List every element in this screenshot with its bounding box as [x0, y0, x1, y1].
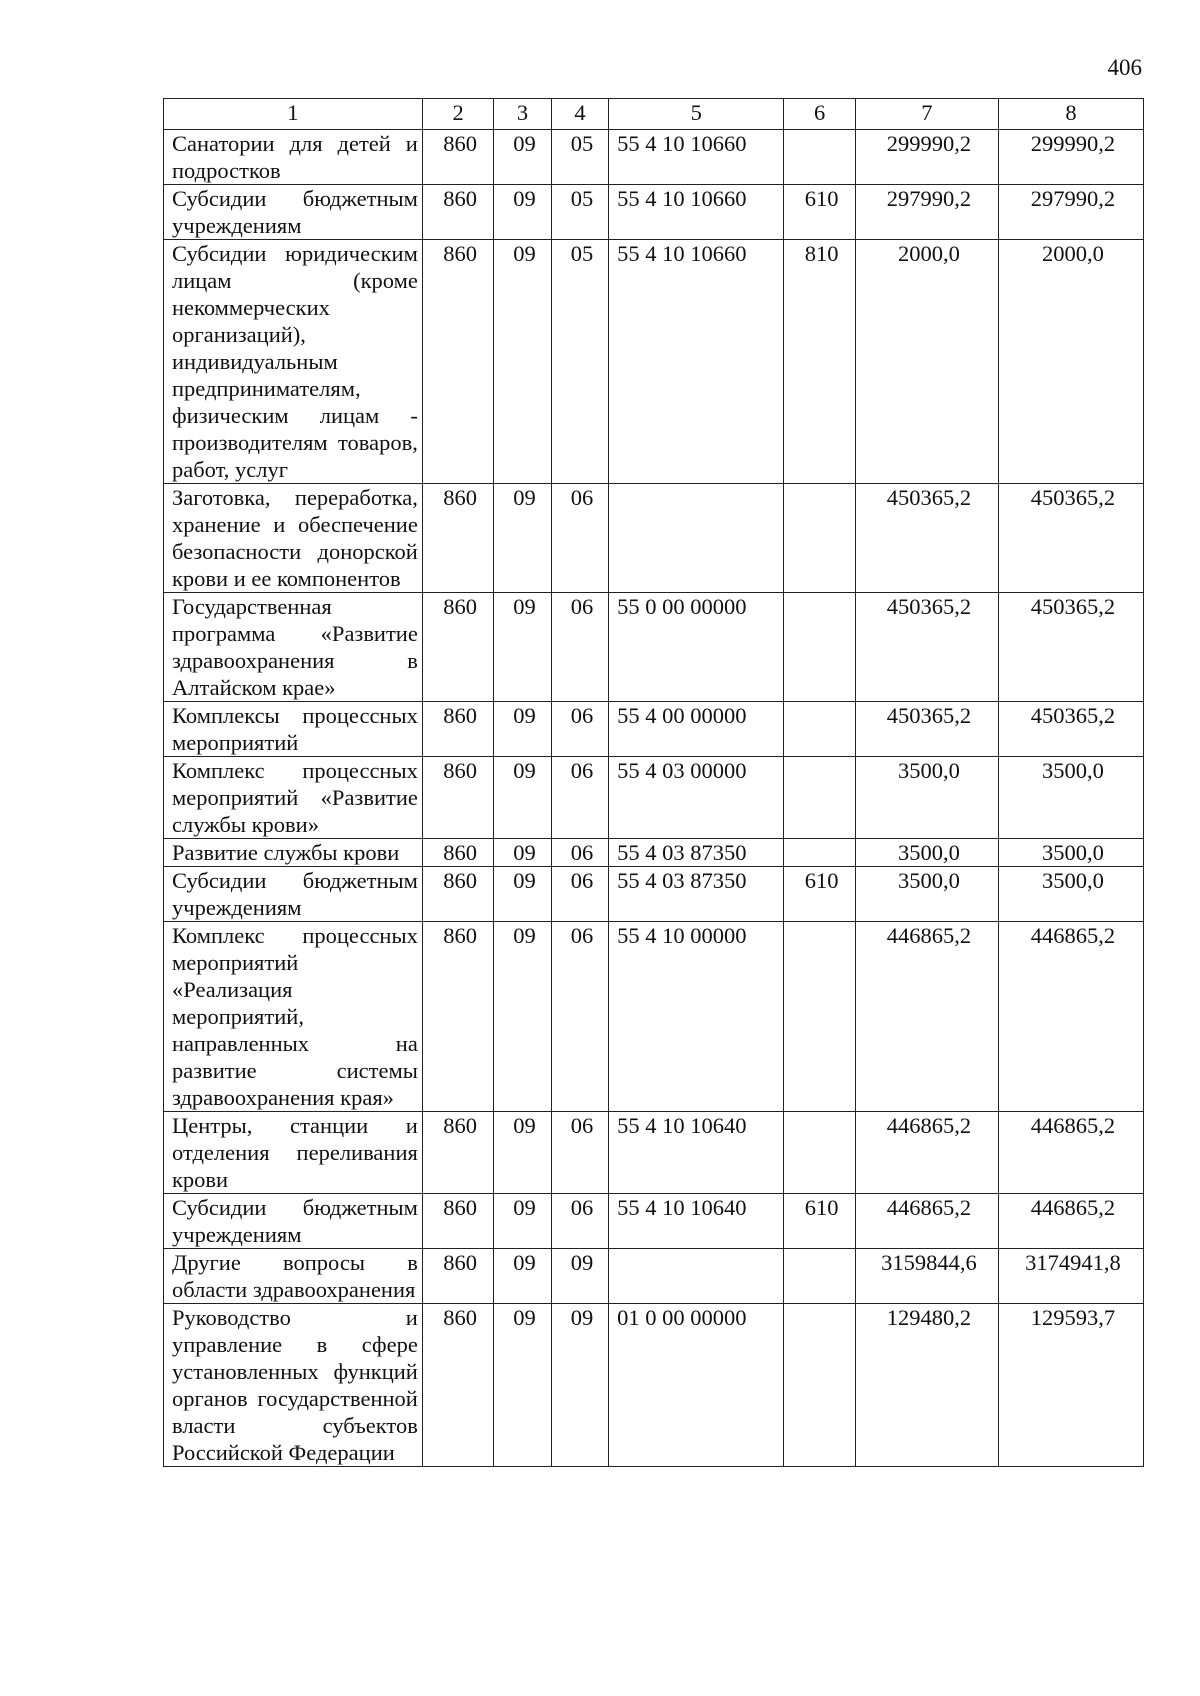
subsection-code-cell: 06	[551, 1194, 608, 1249]
amount-year2-cell: 446865,2	[998, 1194, 1143, 1249]
section-code-cell: 09	[494, 839, 551, 867]
subsection-code-cell: 05	[551, 240, 608, 484]
column-header: 2	[422, 99, 494, 130]
table-row	[164, 757, 1144, 839]
table-row	[164, 185, 1144, 240]
section-code-cell: 09	[494, 757, 551, 839]
table-row	[164, 867, 1144, 922]
amount-year1-cell: 3500,0	[855, 757, 998, 839]
expense-type-cell	[784, 1112, 856, 1194]
section-code-cell: 09	[494, 702, 551, 757]
ministry-code-cell: 860	[422, 1249, 494, 1304]
target-article-cell: 01 0 00 00000	[609, 1304, 784, 1467]
target-article-cell: 55 4 10 10660	[609, 240, 784, 484]
target-article-cell: 55 4 10 10660	[609, 185, 784, 240]
amount-year2-cell: 3500,0	[998, 839, 1143, 867]
column-header: 3	[494, 99, 551, 130]
row-name-cell: Субсидии бюджетным учреждениям	[164, 867, 423, 922]
header-row	[164, 99, 1144, 130]
table-row	[164, 1304, 1144, 1467]
amount-year1-cell: 446865,2	[855, 1194, 998, 1249]
column-header: 1	[164, 99, 423, 130]
section-code-cell: 09	[494, 1194, 551, 1249]
target-article-cell: 55 4 03 00000	[609, 757, 784, 839]
amount-year2-cell: 446865,2	[998, 922, 1143, 1112]
amount-year2-cell: 2000,0	[998, 240, 1143, 484]
table-row	[164, 839, 1144, 867]
ministry-code-cell: 860	[422, 702, 494, 757]
expense-type-cell	[784, 1249, 856, 1304]
row-name-cell: Субсидии бюджетным учреждениям	[164, 185, 423, 240]
amount-year2-cell: 299990,2	[998, 130, 1143, 185]
row-name-cell: Развитие службы крови	[164, 839, 423, 867]
section-code-cell: 09	[494, 130, 551, 185]
column-header: 4	[551, 99, 608, 130]
target-article-cell	[609, 484, 784, 593]
expense-type-cell	[784, 839, 856, 867]
table-row	[164, 130, 1144, 185]
subsection-code-cell: 06	[551, 484, 608, 593]
table-row	[164, 484, 1144, 593]
amount-year2-cell: 450365,2	[998, 702, 1143, 757]
row-name-cell: Комплекс процессных мероприятий «Реализация мероприятий, направленных на развитие системы здравоохранения края»	[164, 922, 423, 1112]
subsection-code-cell: 06	[551, 922, 608, 1112]
amount-year1-cell: 129480,2	[855, 1304, 998, 1467]
target-article-cell: 55 4 10 10640	[609, 1112, 784, 1194]
target-article-cell	[609, 1249, 784, 1304]
amount-year2-cell: 3500,0	[998, 757, 1143, 839]
amount-year1-cell: 297990,2	[855, 185, 998, 240]
subsection-code-cell: 09	[551, 1249, 608, 1304]
row-name-cell: Государственная программа «Развитие здравоохранения в Алтайском крае»	[164, 593, 423, 702]
amount-year1-cell: 3159844,6	[855, 1249, 998, 1304]
section-code-cell: 09	[494, 1304, 551, 1467]
expense-type-cell	[784, 922, 856, 1112]
target-article-cell: 55 4 10 10660	[609, 130, 784, 185]
ministry-code-cell: 860	[422, 593, 494, 702]
section-code-cell: 09	[494, 484, 551, 593]
expense-type-cell	[784, 1304, 856, 1467]
target-article-cell: 55 4 10 10640	[609, 1194, 784, 1249]
expense-type-cell	[784, 484, 856, 593]
amount-year1-cell: 446865,2	[855, 1112, 998, 1194]
amount-year1-cell: 450365,2	[855, 702, 998, 757]
expense-type-cell: 610	[784, 185, 856, 240]
section-code-cell: 09	[494, 593, 551, 702]
subsection-code-cell: 06	[551, 867, 608, 922]
section-code-cell: 09	[494, 1112, 551, 1194]
expense-type-cell: 610	[784, 1194, 856, 1249]
amount-year2-cell: 446865,2	[998, 1112, 1143, 1194]
amount-year2-cell: 3174941,8	[998, 1249, 1143, 1304]
row-name-cell: Руководство и управление в сфере установленных функций органов государственной власти субъектов Российской Федерации	[164, 1304, 423, 1467]
amount-year2-cell: 450365,2	[998, 593, 1143, 702]
section-code-cell: 09	[494, 867, 551, 922]
subsection-code-cell: 05	[551, 185, 608, 240]
subsection-code-cell: 06	[551, 593, 608, 702]
row-name-cell: Заготовка, переработка, хранение и обеспечение безопасности донорской крови и ее компонентов	[164, 484, 423, 593]
subsection-code-cell: 06	[551, 757, 608, 839]
ministry-code-cell: 860	[422, 867, 494, 922]
budget-table	[163, 98, 1144, 1467]
ministry-code-cell: 860	[422, 130, 494, 185]
expense-type-cell	[784, 702, 856, 757]
amount-year1-cell: 299990,2	[855, 130, 998, 185]
expense-type-cell: 610	[784, 867, 856, 922]
row-name-cell: Другие вопросы в области здравоохранения	[164, 1249, 423, 1304]
expense-type-cell: 810	[784, 240, 856, 484]
ministry-code-cell: 860	[422, 757, 494, 839]
subsection-code-cell: 05	[551, 130, 608, 185]
row-name-cell: Субсидии бюджетным учреждениям	[164, 1194, 423, 1249]
table-row	[164, 593, 1144, 702]
ministry-code-cell: 860	[422, 839, 494, 867]
subsection-code-cell: 06	[551, 1112, 608, 1194]
subsection-code-cell: 09	[551, 1304, 608, 1467]
ministry-code-cell: 860	[422, 1194, 494, 1249]
ministry-code-cell: 860	[422, 240, 494, 484]
ministry-code-cell: 860	[422, 1304, 494, 1467]
amount-year1-cell: 446865,2	[855, 922, 998, 1112]
amount-year2-cell: 129593,7	[998, 1304, 1143, 1467]
ministry-code-cell: 860	[422, 922, 494, 1112]
column-header: 6	[784, 99, 856, 130]
ministry-code-cell: 860	[422, 484, 494, 593]
table-row	[164, 240, 1144, 484]
expense-type-cell	[784, 593, 856, 702]
column-header: 7	[855, 99, 998, 130]
section-code-cell: 09	[494, 185, 551, 240]
amount-year1-cell: 450365,2	[855, 484, 998, 593]
target-article-cell: 55 4 00 00000	[609, 702, 784, 757]
table-row	[164, 1112, 1144, 1194]
row-name-cell: Комплекс процессных мероприятий «Развитие службы крови»	[164, 757, 423, 839]
target-article-cell: 55 4 03 87350	[609, 867, 784, 922]
section-code-cell: 09	[494, 1249, 551, 1304]
target-article-cell: 55 4 03 87350	[609, 839, 784, 867]
expense-type-cell	[784, 130, 856, 185]
table-row	[164, 1194, 1144, 1249]
subsection-code-cell: 06	[551, 702, 608, 757]
column-header: 5	[609, 99, 784, 130]
amount-year1-cell: 2000,0	[855, 240, 998, 484]
column-header: 8	[998, 99, 1143, 130]
amount-year2-cell: 297990,2	[998, 185, 1143, 240]
amount-year2-cell: 3500,0	[998, 867, 1143, 922]
section-code-cell: 09	[494, 240, 551, 484]
ministry-code-cell: 860	[422, 185, 494, 240]
target-article-cell: 55 0 00 00000	[609, 593, 784, 702]
amount-year2-cell: 450365,2	[998, 484, 1143, 593]
row-name-cell: Центры, станции и отделения переливания крови	[164, 1112, 423, 1194]
section-code-cell: 09	[494, 922, 551, 1112]
row-name-cell: Санатории для детей и подростков	[164, 130, 423, 185]
table-row	[164, 702, 1144, 757]
subsection-code-cell: 06	[551, 839, 608, 867]
expense-type-cell	[784, 757, 856, 839]
amount-year1-cell: 3500,0	[855, 867, 998, 922]
table-row	[164, 922, 1144, 1112]
page-number: 406	[1107, 55, 1142, 80]
row-name-cell: Субсидии юридическим лицам (кроме некоммерческих организаций), индивидуальным предпринимателям, физическим лицам - производителям товаров, работ, услуг	[164, 240, 423, 484]
amount-year1-cell: 3500,0	[855, 839, 998, 867]
target-article-cell: 55 4 10 00000	[609, 922, 784, 1112]
amount-year1-cell: 450365,2	[855, 593, 998, 702]
ministry-code-cell: 860	[422, 1112, 494, 1194]
table-row	[164, 1249, 1144, 1304]
row-name-cell: Комплексы процессных мероприятий	[164, 702, 423, 757]
